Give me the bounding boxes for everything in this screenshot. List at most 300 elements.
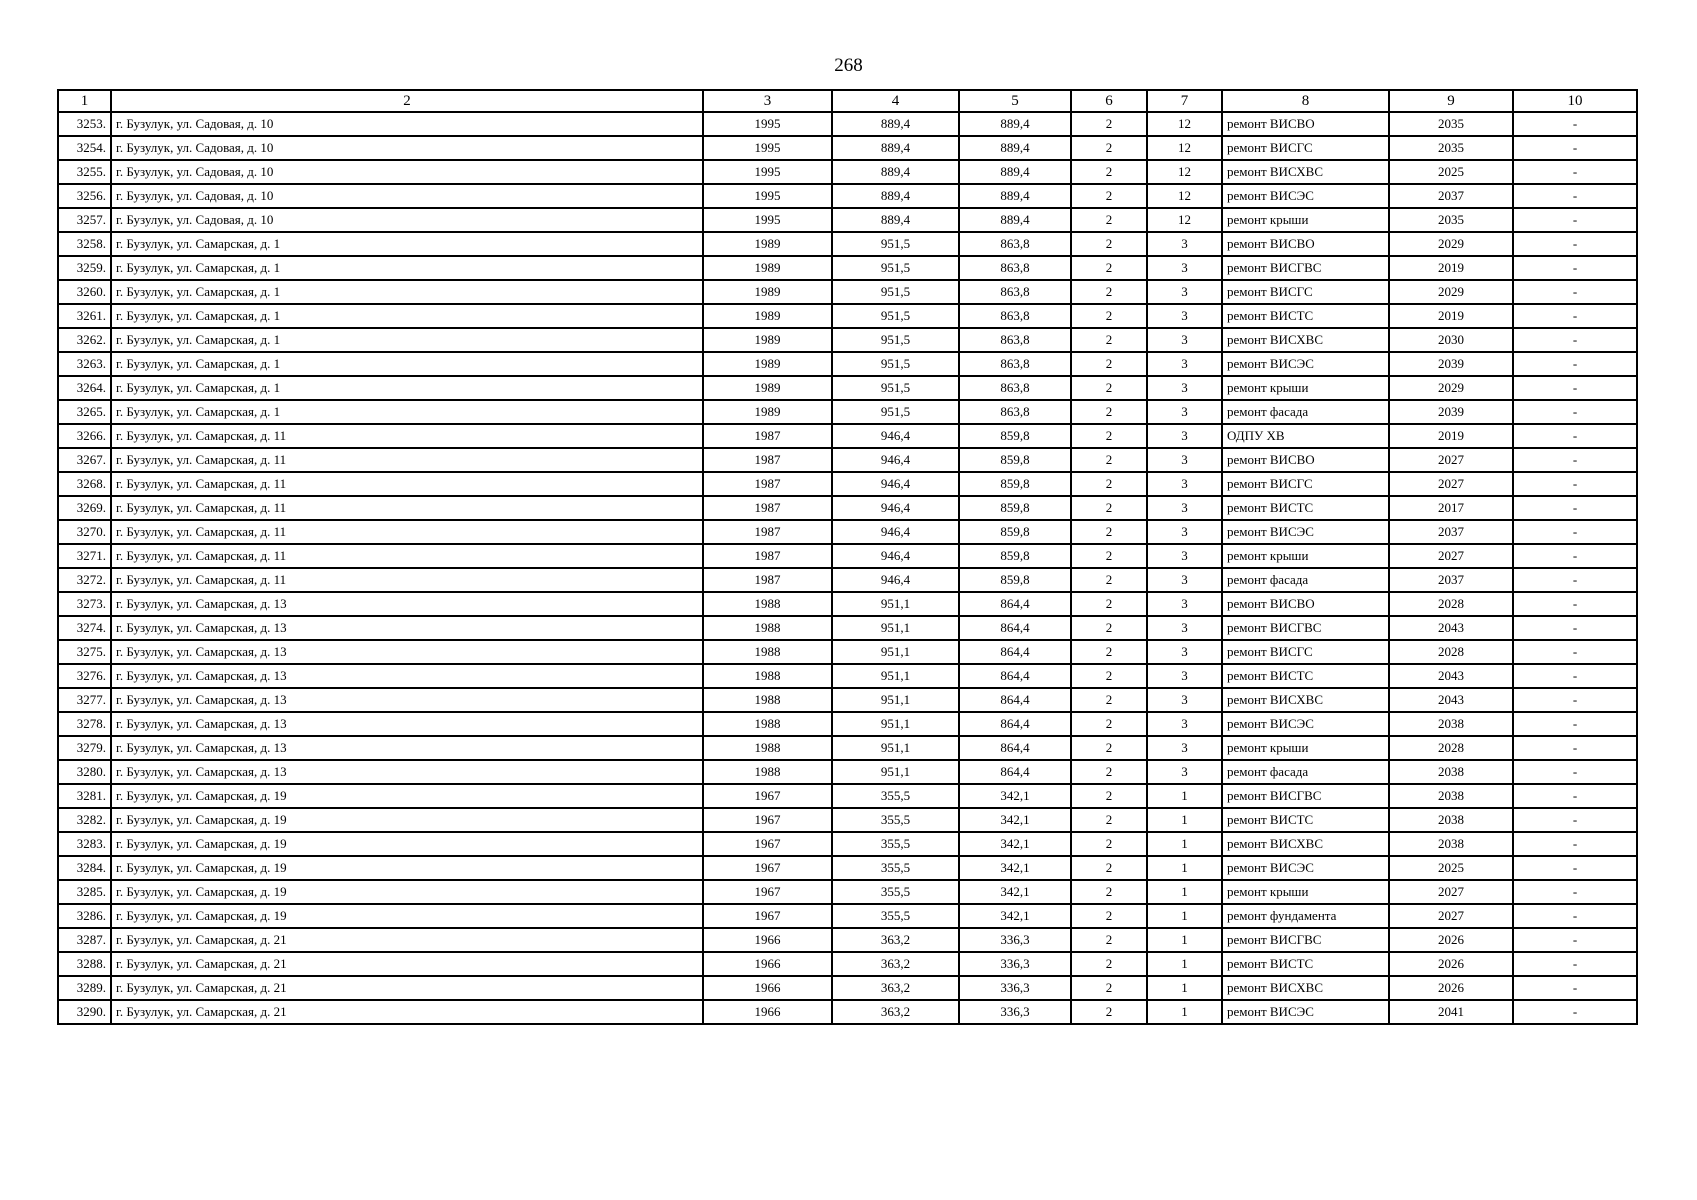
living-area-cell: 859,8	[959, 472, 1071, 496]
col7-cell: 12	[1147, 208, 1222, 232]
row-number-cell: 3265.	[58, 400, 111, 424]
row-number-cell: 3289.	[58, 976, 111, 1000]
col6-cell: 2	[1071, 208, 1147, 232]
year-cell: 1988	[703, 640, 832, 664]
total-area-cell: 363,2	[832, 928, 959, 952]
year-cell: 1966	[703, 1000, 832, 1024]
address-cell: г. Бузулук, ул. Самарская, д. 21	[111, 952, 703, 976]
row-number-cell: 3260.	[58, 280, 111, 304]
column-header-1: 1	[58, 90, 111, 112]
table-row	[58, 496, 1637, 520]
planned-year-cell: 2019	[1389, 424, 1513, 448]
row-number-cell: 3261.	[58, 304, 111, 328]
row-number-cell: 3257.	[58, 208, 111, 232]
address-cell: г. Бузулук, ул. Самарская, д. 19	[111, 880, 703, 904]
year-cell: 1967	[703, 784, 832, 808]
table-row	[58, 640, 1637, 664]
year-cell: 1995	[703, 136, 832, 160]
total-area-cell: 946,4	[832, 544, 959, 568]
col6-cell: 2	[1071, 952, 1147, 976]
row-number-cell: 3280.	[58, 760, 111, 784]
total-area-cell: 946,4	[832, 520, 959, 544]
living-area-cell: 859,8	[959, 544, 1071, 568]
col7-cell: 1	[1147, 880, 1222, 904]
address-cell: г. Бузулук, ул. Самарская, д. 13	[111, 592, 703, 616]
row-number-cell: 3264.	[58, 376, 111, 400]
col10-cell: -	[1513, 400, 1637, 424]
col10-cell: -	[1513, 520, 1637, 544]
col7-cell: 1	[1147, 952, 1222, 976]
address-cell: г. Бузулук, ул. Самарская, д. 1	[111, 352, 703, 376]
work-type-cell: ремонт ВИСГС	[1222, 280, 1389, 304]
col10-cell: -	[1513, 880, 1637, 904]
row-number-cell: 3273.	[58, 592, 111, 616]
year-cell: 1987	[703, 520, 832, 544]
year-cell: 1989	[703, 328, 832, 352]
living-area-cell: 889,4	[959, 160, 1071, 184]
row-number-cell: 3254.	[58, 136, 111, 160]
year-cell: 1987	[703, 448, 832, 472]
work-type-cell: ремонт ВИСЭС	[1222, 1000, 1389, 1024]
work-type-cell: ремонт крыши	[1222, 376, 1389, 400]
planned-year-cell: 2027	[1389, 544, 1513, 568]
table-row	[58, 520, 1637, 544]
year-cell: 1995	[703, 112, 832, 136]
col7-cell: 3	[1147, 520, 1222, 544]
row-number-cell: 3277.	[58, 688, 111, 712]
table-row	[58, 256, 1637, 280]
work-type-cell: ремонт ВИСЭС	[1222, 184, 1389, 208]
year-cell: 1988	[703, 712, 832, 736]
year-cell: 1988	[703, 688, 832, 712]
col6-cell: 2	[1071, 376, 1147, 400]
work-type-cell: ремонт ВИСТС	[1222, 496, 1389, 520]
address-cell: г. Бузулук, ул. Самарская, д. 13	[111, 664, 703, 688]
year-cell: 1995	[703, 184, 832, 208]
living-area-cell: 864,4	[959, 736, 1071, 760]
living-area-cell: 342,1	[959, 880, 1071, 904]
col7-cell: 1	[1147, 856, 1222, 880]
address-cell: г. Бузулук, ул. Самарская, д. 1	[111, 280, 703, 304]
col6-cell: 2	[1071, 736, 1147, 760]
living-area-cell: 342,1	[959, 832, 1071, 856]
col6-cell: 2	[1071, 688, 1147, 712]
row-number-cell: 3287.	[58, 928, 111, 952]
col7-cell: 3	[1147, 472, 1222, 496]
col7-cell: 12	[1147, 112, 1222, 136]
planned-year-cell: 2019	[1389, 256, 1513, 280]
row-number-cell: 3279.	[58, 736, 111, 760]
row-number-cell: 3266.	[58, 424, 111, 448]
living-area-cell: 859,8	[959, 568, 1071, 592]
total-area-cell: 889,4	[832, 112, 959, 136]
row-number-cell: 3274.	[58, 616, 111, 640]
work-type-cell: ремонт фасада	[1222, 400, 1389, 424]
year-cell: 1989	[703, 352, 832, 376]
living-area-cell: 859,8	[959, 448, 1071, 472]
address-cell: г. Бузулук, ул. Самарская, д. 1	[111, 400, 703, 424]
total-area-cell: 951,1	[832, 640, 959, 664]
col7-cell: 1	[1147, 808, 1222, 832]
col10-cell: -	[1513, 640, 1637, 664]
col6-cell: 2	[1071, 568, 1147, 592]
living-area-cell: 859,8	[959, 496, 1071, 520]
row-number-cell: 3269.	[58, 496, 111, 520]
table-row	[58, 232, 1637, 256]
table-row	[58, 808, 1637, 832]
year-cell: 1988	[703, 736, 832, 760]
total-area-cell: 355,5	[832, 880, 959, 904]
address-cell: г. Бузулук, ул. Самарская, д. 11	[111, 448, 703, 472]
col10-cell: -	[1513, 784, 1637, 808]
col6-cell: 2	[1071, 928, 1147, 952]
col7-cell: 3	[1147, 496, 1222, 520]
column-header-5: 5	[959, 90, 1071, 112]
work-type-cell: ремонт крыши	[1222, 544, 1389, 568]
address-cell: г. Бузулук, ул. Садовая, д. 10	[111, 208, 703, 232]
total-area-cell: 363,2	[832, 952, 959, 976]
living-area-cell: 863,8	[959, 352, 1071, 376]
col7-cell: 12	[1147, 160, 1222, 184]
year-cell: 1989	[703, 280, 832, 304]
living-area-cell: 863,8	[959, 328, 1071, 352]
living-area-cell: 889,4	[959, 184, 1071, 208]
living-area-cell: 863,8	[959, 232, 1071, 256]
year-cell: 1987	[703, 544, 832, 568]
col7-cell: 1	[1147, 904, 1222, 928]
total-area-cell: 889,4	[832, 184, 959, 208]
planned-year-cell: 2027	[1389, 904, 1513, 928]
col6-cell: 2	[1071, 832, 1147, 856]
planned-year-cell: 2038	[1389, 760, 1513, 784]
planned-year-cell: 2037	[1389, 520, 1513, 544]
col7-cell: 1	[1147, 928, 1222, 952]
col10-cell: -	[1513, 376, 1637, 400]
row-number-cell: 3272.	[58, 568, 111, 592]
year-cell: 1967	[703, 808, 832, 832]
total-area-cell: 355,5	[832, 856, 959, 880]
address-cell: г. Бузулук, ул. Самарская, д. 11	[111, 544, 703, 568]
col10-cell: -	[1513, 928, 1637, 952]
col10-cell: -	[1513, 832, 1637, 856]
total-area-cell: 946,4	[832, 568, 959, 592]
col10-cell: -	[1513, 904, 1637, 928]
row-number-cell: 3259.	[58, 256, 111, 280]
total-area-cell: 951,5	[832, 376, 959, 400]
year-cell: 1987	[703, 472, 832, 496]
col6-cell: 2	[1071, 328, 1147, 352]
col10-cell: -	[1513, 448, 1637, 472]
work-type-cell: ремонт крыши	[1222, 208, 1389, 232]
year-cell: 1987	[703, 424, 832, 448]
planned-year-cell: 2037	[1389, 184, 1513, 208]
total-area-cell: 889,4	[832, 136, 959, 160]
column-header-9: 9	[1389, 90, 1513, 112]
living-area-cell: 859,8	[959, 520, 1071, 544]
total-area-cell: 946,4	[832, 448, 959, 472]
address-cell: г. Бузулук, ул. Самарская, д. 21	[111, 976, 703, 1000]
living-area-cell: 859,8	[959, 424, 1071, 448]
planned-year-cell: 2041	[1389, 1000, 1513, 1024]
address-cell: г. Бузулук, ул. Самарская, д. 1	[111, 232, 703, 256]
address-cell: г. Бузулук, ул. Самарская, д. 11	[111, 520, 703, 544]
address-cell: г. Бузулук, ул. Самарская, д. 11	[111, 472, 703, 496]
table-row	[58, 736, 1637, 760]
col7-cell: 3	[1147, 400, 1222, 424]
column-header-3: 3	[703, 90, 832, 112]
col10-cell: -	[1513, 112, 1637, 136]
year-cell: 1967	[703, 832, 832, 856]
table-row	[58, 208, 1637, 232]
total-area-cell: 951,5	[832, 328, 959, 352]
col7-cell: 3	[1147, 352, 1222, 376]
col6-cell: 2	[1071, 976, 1147, 1000]
col6-cell: 2	[1071, 616, 1147, 640]
column-header-10: 10	[1513, 90, 1637, 112]
col6-cell: 2	[1071, 304, 1147, 328]
year-cell: 1988	[703, 664, 832, 688]
living-area-cell: 342,1	[959, 784, 1071, 808]
year-cell: 1989	[703, 256, 832, 280]
planned-year-cell: 2025	[1389, 856, 1513, 880]
work-type-cell: ремонт ВИСГС	[1222, 640, 1389, 664]
table-row	[58, 328, 1637, 352]
table-row	[58, 904, 1637, 928]
row-number-cell: 3268.	[58, 472, 111, 496]
total-area-cell: 951,1	[832, 664, 959, 688]
row-number-cell: 3271.	[58, 544, 111, 568]
column-header-6: 6	[1071, 90, 1147, 112]
row-number-cell: 3275.	[58, 640, 111, 664]
row-number-cell: 3278.	[58, 712, 111, 736]
living-area-cell: 864,4	[959, 664, 1071, 688]
work-type-cell: ремонт ВИСГВС	[1222, 616, 1389, 640]
row-number-cell: 3282.	[58, 808, 111, 832]
table-row	[58, 544, 1637, 568]
column-header-7: 7	[1147, 90, 1222, 112]
total-area-cell: 951,5	[832, 352, 959, 376]
year-cell: 1988	[703, 592, 832, 616]
living-area-cell: 342,1	[959, 808, 1071, 832]
col6-cell: 2	[1071, 712, 1147, 736]
work-type-cell: ремонт ВИСВО	[1222, 232, 1389, 256]
living-area-cell: 889,4	[959, 136, 1071, 160]
address-cell: г. Бузулук, ул. Самарская, д. 1	[111, 376, 703, 400]
work-type-cell: ремонт крыши	[1222, 736, 1389, 760]
col6-cell: 2	[1071, 664, 1147, 688]
column-header-2: 2	[111, 90, 703, 112]
address-cell: г. Бузулук, ул. Самарская, д. 19	[111, 904, 703, 928]
living-area-cell: 336,3	[959, 1000, 1071, 1024]
planned-year-cell: 2028	[1389, 592, 1513, 616]
living-area-cell: 864,4	[959, 760, 1071, 784]
col7-cell: 3	[1147, 592, 1222, 616]
table-row	[58, 856, 1637, 880]
table-row	[58, 136, 1637, 160]
col7-cell: 3	[1147, 304, 1222, 328]
table-row	[58, 664, 1637, 688]
year-cell: 1987	[703, 568, 832, 592]
table-row	[58, 424, 1637, 448]
col10-cell: -	[1513, 136, 1637, 160]
total-area-cell: 889,4	[832, 208, 959, 232]
col10-cell: -	[1513, 688, 1637, 712]
table-row	[58, 352, 1637, 376]
planned-year-cell: 2043	[1389, 616, 1513, 640]
living-area-cell: 336,3	[959, 976, 1071, 1000]
col10-cell: -	[1513, 856, 1637, 880]
table-row	[58, 184, 1637, 208]
col7-cell: 1	[1147, 784, 1222, 808]
row-number-cell: 3286.	[58, 904, 111, 928]
work-type-cell: ремонт ВИСВО	[1222, 592, 1389, 616]
living-area-cell: 336,3	[959, 952, 1071, 976]
total-area-cell: 355,5	[832, 832, 959, 856]
col10-cell: -	[1513, 1000, 1637, 1024]
living-area-cell: 889,4	[959, 208, 1071, 232]
total-area-cell: 951,1	[832, 712, 959, 736]
living-area-cell: 336,3	[959, 928, 1071, 952]
address-cell: г. Бузулук, ул. Садовая, д. 10	[111, 136, 703, 160]
planned-year-cell: 2043	[1389, 664, 1513, 688]
living-area-cell: 863,8	[959, 400, 1071, 424]
planned-year-cell: 2039	[1389, 400, 1513, 424]
table-body	[58, 112, 1637, 1024]
col7-cell: 3	[1147, 712, 1222, 736]
col7-cell: 3	[1147, 688, 1222, 712]
work-type-cell: ремонт ВИСЭС	[1222, 712, 1389, 736]
col6-cell: 2	[1071, 760, 1147, 784]
total-area-cell: 946,4	[832, 424, 959, 448]
address-cell: г. Бузулук, ул. Самарская, д. 11	[111, 424, 703, 448]
total-area-cell: 355,5	[832, 808, 959, 832]
year-cell: 1967	[703, 904, 832, 928]
col7-cell: 12	[1147, 136, 1222, 160]
address-cell: г. Бузулук, ул. Самарская, д. 13	[111, 760, 703, 784]
year-cell: 1989	[703, 376, 832, 400]
address-cell: г. Бузулук, ул. Самарская, д. 19	[111, 832, 703, 856]
address-cell: г. Бузулук, ул. Садовая, д. 10	[111, 112, 703, 136]
row-number-cell: 3255.	[58, 160, 111, 184]
living-area-cell: 864,4	[959, 640, 1071, 664]
planned-year-cell: 2025	[1389, 160, 1513, 184]
planned-year-cell: 2026	[1389, 952, 1513, 976]
row-number-cell: 3253.	[58, 112, 111, 136]
total-area-cell: 951,1	[832, 736, 959, 760]
planned-year-cell: 2029	[1389, 232, 1513, 256]
planned-year-cell: 2038	[1389, 832, 1513, 856]
table-row	[58, 112, 1637, 136]
table-row	[58, 280, 1637, 304]
col7-cell: 12	[1147, 184, 1222, 208]
total-area-cell: 946,4	[832, 496, 959, 520]
col10-cell: -	[1513, 976, 1637, 1000]
col10-cell: -	[1513, 616, 1637, 640]
address-cell: г. Бузулук, ул. Самарская, д. 1	[111, 304, 703, 328]
table-row	[58, 568, 1637, 592]
table-row	[58, 160, 1637, 184]
year-cell: 1967	[703, 880, 832, 904]
col6-cell: 2	[1071, 184, 1147, 208]
col10-cell: -	[1513, 328, 1637, 352]
year-cell: 1966	[703, 928, 832, 952]
work-type-cell: ремонт ВИСГВС	[1222, 784, 1389, 808]
col10-cell: -	[1513, 424, 1637, 448]
row-number-cell: 3284.	[58, 856, 111, 880]
col7-cell: 1	[1147, 976, 1222, 1000]
row-number-cell: 3288.	[58, 952, 111, 976]
living-area-cell: 863,8	[959, 376, 1071, 400]
table-row	[58, 592, 1637, 616]
living-area-cell: 342,1	[959, 856, 1071, 880]
col10-cell: -	[1513, 760, 1637, 784]
table-row	[58, 976, 1637, 1000]
planned-year-cell: 2037	[1389, 568, 1513, 592]
col6-cell: 2	[1071, 808, 1147, 832]
col6-cell: 2	[1071, 352, 1147, 376]
table-row	[58, 952, 1637, 976]
col7-cell: 3	[1147, 544, 1222, 568]
address-cell: г. Бузулук, ул. Садовая, д. 10	[111, 184, 703, 208]
work-type-cell: ОДПУ ХВ	[1222, 424, 1389, 448]
work-type-cell: ремонт фундамента	[1222, 904, 1389, 928]
table-row	[58, 784, 1637, 808]
col7-cell: 3	[1147, 616, 1222, 640]
col10-cell: -	[1513, 256, 1637, 280]
col10-cell: -	[1513, 280, 1637, 304]
col6-cell: 2	[1071, 136, 1147, 160]
year-cell: 1995	[703, 208, 832, 232]
planned-year-cell: 2029	[1389, 280, 1513, 304]
col6-cell: 2	[1071, 472, 1147, 496]
row-number-cell: 3262.	[58, 328, 111, 352]
col10-cell: -	[1513, 208, 1637, 232]
table-row	[58, 880, 1637, 904]
col7-cell: 3	[1147, 640, 1222, 664]
col7-cell: 3	[1147, 760, 1222, 784]
planned-year-cell: 2038	[1389, 712, 1513, 736]
work-type-cell: ремонт фасада	[1222, 760, 1389, 784]
year-cell: 1988	[703, 616, 832, 640]
address-cell: г. Бузулук, ул. Самарская, д. 13	[111, 712, 703, 736]
work-type-cell: ремонт ВИСХВС	[1222, 976, 1389, 1000]
total-area-cell: 951,5	[832, 256, 959, 280]
year-cell: 1987	[703, 496, 832, 520]
total-area-cell: 951,1	[832, 592, 959, 616]
repair-schedule-table	[57, 89, 1638, 1025]
table-row	[58, 1000, 1637, 1024]
row-number-cell: 3267.	[58, 448, 111, 472]
table-row	[58, 760, 1637, 784]
work-type-cell: ремонт ВИСХВС	[1222, 688, 1389, 712]
col6-cell: 2	[1071, 592, 1147, 616]
year-cell: 1966	[703, 952, 832, 976]
planned-year-cell: 2043	[1389, 688, 1513, 712]
work-type-cell: ремонт ВИСХВС	[1222, 328, 1389, 352]
planned-year-cell: 2038	[1389, 784, 1513, 808]
work-type-cell: ремонт ВИСТС	[1222, 304, 1389, 328]
total-area-cell: 355,5	[832, 784, 959, 808]
column-header-4: 4	[832, 90, 959, 112]
col7-cell: 3	[1147, 448, 1222, 472]
work-type-cell: ремонт ВИСХВС	[1222, 832, 1389, 856]
total-area-cell: 355,5	[832, 904, 959, 928]
work-type-cell: ремонт ВИСТС	[1222, 952, 1389, 976]
col10-cell: -	[1513, 472, 1637, 496]
work-type-cell: ремонт ВИСТС	[1222, 664, 1389, 688]
col6-cell: 2	[1071, 112, 1147, 136]
col10-cell: -	[1513, 184, 1637, 208]
